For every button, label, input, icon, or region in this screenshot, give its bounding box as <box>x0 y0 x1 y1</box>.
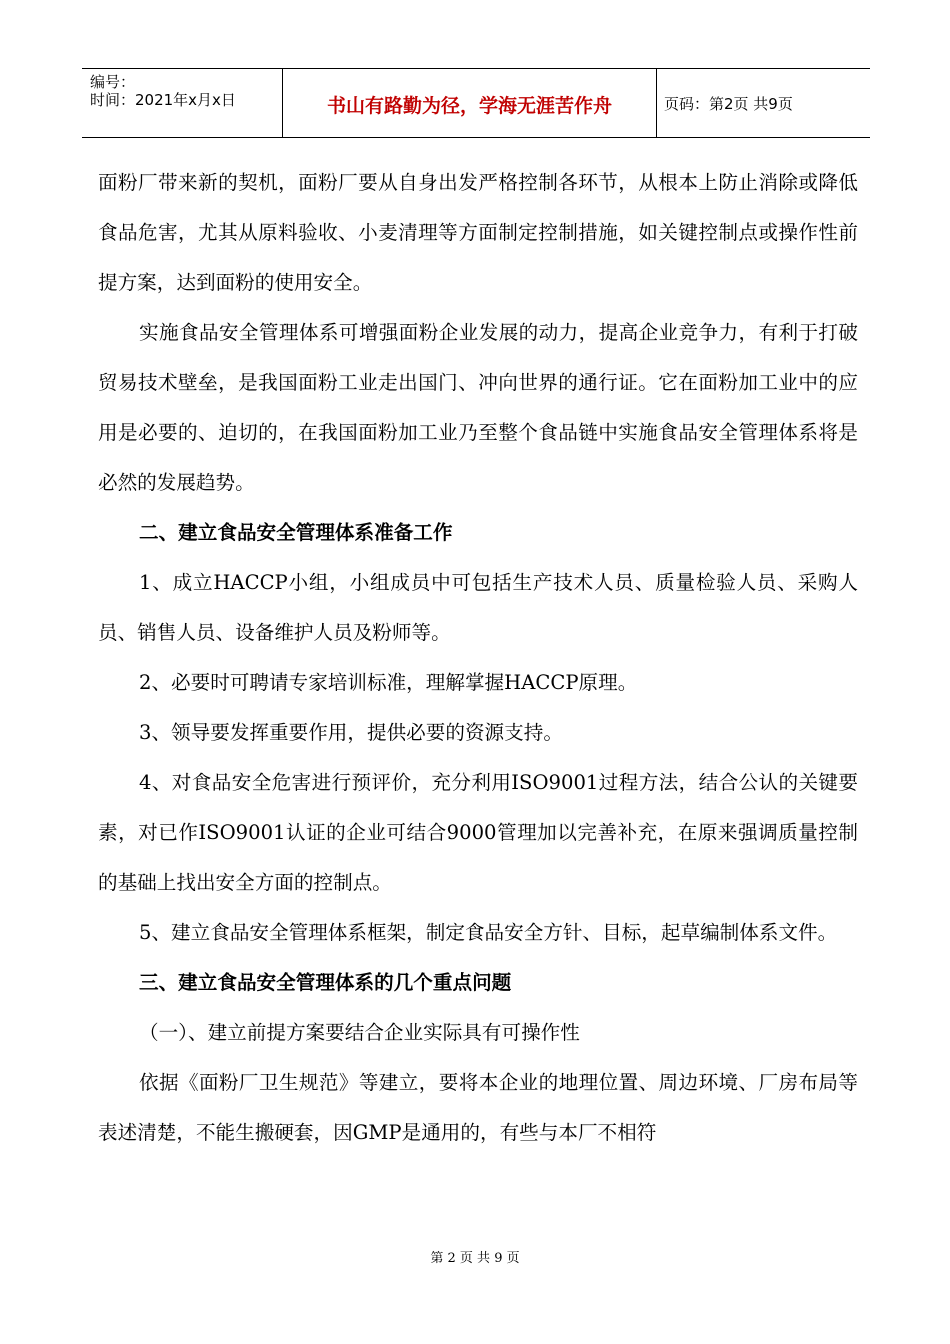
paragraph: 实施食品安全管理体系可增强面粉企业发展的动力，提高企业竞争力，有利于打破贸易技术壁垒，是我国面粉工业走出国门、冲向世界的通行证。它在面粉加工业中的应用是必要的、迫切的，在我国面粉加工业乃至整个食品链中实施食品安全管理体系将是必然的发展趋势。 <box>98 321 858 494</box>
document-body <box>98 158 858 1158</box>
header-right-cell <box>655 69 870 137</box>
section-heading-3: 三、建立食品安全管理体系的几个重点问题 <box>139 971 512 994</box>
header-motto-cell <box>282 69 657 137</box>
subsection-heading: （一）、建立前提方案要结合企业实际具有可操作性 <box>139 1021 580 1044</box>
page-footer: 第 2 页 共 9 页 <box>430 1251 520 1266</box>
list-item: 2、必要时可聘请专家培训标准，理解掌握HACCP原理。 <box>139 671 638 694</box>
doc-number-label: 编号： <box>90 73 136 91</box>
paragraph-continuation: 面粉厂带来新的契机，面粉厂要从自身出发严格控制各环节，从根本上防止消除或降低食品危害，尤其从原料验收、小麦清理等方面制定控制措施，如关键控制点或操作性前提方案，达到面粉的使用安全。 <box>98 171 858 294</box>
list-item: 4、对食品安全危害进行预评价，充分利用ISO9001过程方法，结合公认的关键要素，对已作ISO9001认证的企业可结合9000管理加以完善补充，在原来强调质量控制的基础上找出安全方面的控制点。 <box>98 771 858 894</box>
list-item: 1、成立HACCP小组，小组成员中可包括生产技术人员、质量检验人员、采购人员、销售人员、设备维护人员及粉师等。 <box>98 571 858 644</box>
header-left-cell <box>82 69 282 137</box>
list-item: 5、建立食品安全管理体系框架，制定食品安全方针、目标，起草编制体系文件。 <box>139 921 838 944</box>
paragraph: 依据《面粉厂卫生规范》等建立，要将本企业的地理位置、周边环境、厂房布局等表述清楚，不能生搬硬套，因GMP是通用的，有些与本厂不相符 <box>98 1071 858 1144</box>
page-header <box>82 68 870 138</box>
motto-text: 书山有路勤为径，学海无涯苦作舟 <box>326 95 612 117</box>
list-item: 3、领导要发挥重要作用，提供必要的资源支持。 <box>139 721 563 744</box>
page-code: 页码：第2页 共9页 <box>664 95 793 113</box>
date-label: 时间：2021年x月x日 <box>90 91 236 109</box>
section-heading-2: 二、建立食品安全管理体系准备工作 <box>139 521 453 544</box>
